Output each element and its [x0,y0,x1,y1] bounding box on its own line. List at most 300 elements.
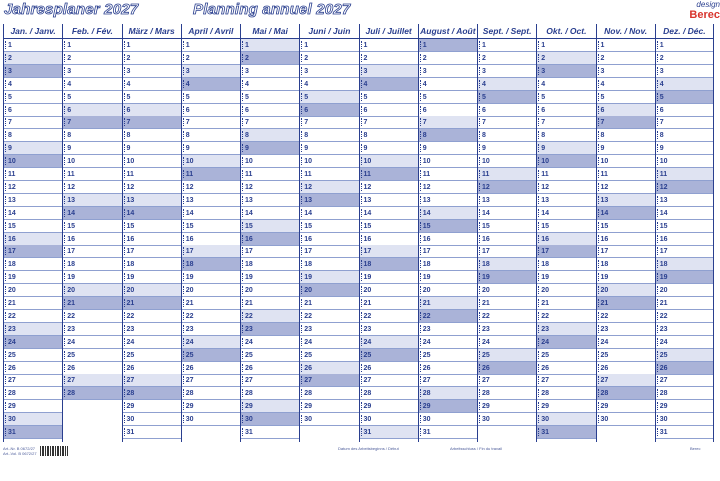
day-cell[interactable] [478,91,536,104]
day-cell[interactable] [360,426,418,439]
day-cell[interactable] [300,310,358,323]
day-cell[interactable] [63,194,121,207]
day-cell[interactable] [656,245,713,258]
day-cell[interactable] [123,155,181,168]
day-cell[interactable] [300,258,358,271]
day-cell[interactable] [182,400,240,413]
day-cell[interactable] [123,233,181,246]
day-cell[interactable] [656,400,713,413]
day-cell[interactable] [419,129,477,142]
day-cell[interactable] [360,297,418,310]
day-cell[interactable] [182,142,240,155]
day-cell[interactable] [300,362,358,375]
day-cell[interactable] [656,349,713,362]
day-cell[interactable] [597,310,655,323]
day-cell[interactable] [4,374,62,387]
day-cell[interactable] [419,271,477,284]
day-cell[interactable] [63,245,121,258]
day-cell[interactable] [300,129,358,142]
day-cell[interactable] [182,129,240,142]
day-cell[interactable] [300,142,358,155]
day-cell[interactable] [419,207,477,220]
day-cell[interactable] [537,336,595,349]
day-cell[interactable] [182,323,240,336]
day-cell[interactable] [123,336,181,349]
day-cell[interactable] [478,181,536,194]
day-cell[interactable] [360,413,418,426]
day-cell[interactable] [182,374,240,387]
day-cell[interactable] [182,362,240,375]
day-cell[interactable] [478,413,536,426]
day-cell[interactable] [597,78,655,91]
day-cell[interactable] [597,168,655,181]
day-cell[interactable] [300,194,358,207]
day-cell[interactable] [123,78,181,91]
day-cell[interactable] [478,78,536,91]
day-cell[interactable] [300,336,358,349]
day-cell[interactable] [537,387,595,400]
day-cell[interactable] [537,91,595,104]
day-cell[interactable] [656,116,713,129]
day-cell[interactable] [537,400,595,413]
day-cell[interactable] [4,168,62,181]
day-cell[interactable] [537,220,595,233]
day-cell[interactable] [537,168,595,181]
day-cell[interactable] [360,104,418,117]
day-cell[interactable] [300,284,358,297]
day-cell[interactable] [656,284,713,297]
day-cell[interactable] [419,233,477,246]
day-cell[interactable] [241,220,299,233]
day-cell[interactable] [419,155,477,168]
day-cell[interactable] [597,297,655,310]
day-cell[interactable] [597,116,655,129]
day-cell[interactable] [241,426,299,439]
day-cell[interactable] [63,271,121,284]
day-cell[interactable] [537,245,595,258]
day-cell[interactable] [656,426,713,439]
day-cell[interactable] [63,78,121,91]
day-cell[interactable] [182,310,240,323]
day-cell[interactable] [63,155,121,168]
day-cell[interactable] [656,181,713,194]
day-cell[interactable] [4,258,62,271]
day-cell[interactable] [300,91,358,104]
day-cell[interactable] [360,245,418,258]
day-cell[interactable] [360,323,418,336]
day-cell[interactable] [123,39,181,52]
day-cell[interactable] [419,142,477,155]
day-cell[interactable] [241,362,299,375]
day-cell[interactable] [4,65,62,78]
day-cell[interactable] [419,168,477,181]
day-cell[interactable] [300,413,358,426]
day-cell[interactable] [123,207,181,220]
day-cell[interactable] [241,233,299,246]
day-cell[interactable] [656,297,713,310]
day-cell[interactable] [182,297,240,310]
day-cell[interactable] [419,387,477,400]
day-cell[interactable] [597,155,655,168]
day-cell[interactable] [656,142,713,155]
day-cell[interactable] [4,233,62,246]
day-cell[interactable] [478,65,536,78]
day-cell[interactable] [478,168,536,181]
day-cell[interactable] [300,220,358,233]
day-cell[interactable] [182,271,240,284]
day-cell[interactable] [4,400,62,413]
day-cell[interactable] [123,258,181,271]
day-cell[interactable] [300,349,358,362]
day-cell[interactable] [63,323,121,336]
day-cell[interactable] [4,181,62,194]
day-cell[interactable] [478,104,536,117]
day-cell[interactable] [360,310,418,323]
day-cell[interactable] [4,220,62,233]
day-cell[interactable] [182,168,240,181]
day-cell[interactable] [123,181,181,194]
day-cell[interactable] [63,220,121,233]
day-cell[interactable] [597,271,655,284]
day-cell[interactable] [597,39,655,52]
day-cell[interactable] [597,220,655,233]
day-cell[interactable] [4,323,62,336]
day-cell[interactable] [537,362,595,375]
day-cell[interactable] [241,413,299,426]
day-cell[interactable] [182,91,240,104]
day-cell[interactable] [123,362,181,375]
day-cell[interactable] [537,258,595,271]
day-cell[interactable] [537,426,595,439]
day-cell[interactable] [182,245,240,258]
day-cell[interactable] [537,116,595,129]
day-cell[interactable] [63,142,121,155]
day-cell[interactable] [360,336,418,349]
day-cell[interactable] [182,78,240,91]
day-cell[interactable] [656,323,713,336]
day-cell[interactable] [4,207,62,220]
day-cell[interactable] [537,349,595,362]
day-cell[interactable] [300,387,358,400]
day-cell[interactable] [123,104,181,117]
day-cell[interactable] [478,400,536,413]
day-cell[interactable] [4,245,62,258]
day-cell[interactable] [4,284,62,297]
day-cell[interactable] [597,181,655,194]
day-cell[interactable] [300,374,358,387]
day-cell[interactable] [241,104,299,117]
day-cell[interactable] [537,129,595,142]
day-cell[interactable] [4,91,62,104]
day-cell[interactable] [360,400,418,413]
day-cell[interactable] [597,245,655,258]
day-cell[interactable] [241,91,299,104]
day-cell[interactable] [419,104,477,117]
day-cell[interactable] [478,387,536,400]
day-cell[interactable] [63,65,121,78]
day-cell[interactable] [360,220,418,233]
day-cell[interactable] [182,116,240,129]
day-cell[interactable] [63,52,121,65]
day-cell[interactable] [656,271,713,284]
day-cell[interactable] [478,297,536,310]
day-cell[interactable] [360,271,418,284]
day-cell[interactable] [182,349,240,362]
day-cell[interactable] [300,168,358,181]
day-cell[interactable] [656,104,713,117]
day-cell[interactable] [123,297,181,310]
day-cell[interactable] [419,220,477,233]
day-cell[interactable] [4,387,62,400]
day-cell[interactable] [419,374,477,387]
day-cell[interactable] [597,104,655,117]
day-cell[interactable] [537,284,595,297]
day-cell[interactable] [182,194,240,207]
day-cell[interactable] [241,284,299,297]
day-cell[interactable] [241,336,299,349]
day-cell[interactable] [478,258,536,271]
day-cell[interactable] [419,91,477,104]
day-cell[interactable] [656,91,713,104]
day-cell[interactable] [478,39,536,52]
day-cell[interactable] [419,426,477,439]
day-cell[interactable] [241,129,299,142]
day-cell[interactable] [360,284,418,297]
day-cell[interactable] [182,387,240,400]
day-cell[interactable] [537,52,595,65]
day-cell[interactable] [656,220,713,233]
day-cell[interactable] [241,271,299,284]
day-cell[interactable] [656,155,713,168]
day-cell[interactable] [63,258,121,271]
day-cell[interactable] [419,349,477,362]
day-cell[interactable] [182,220,240,233]
day-cell[interactable] [182,181,240,194]
day-cell[interactable] [63,104,121,117]
day-cell[interactable] [656,233,713,246]
day-cell[interactable] [478,194,536,207]
day-cell[interactable] [300,233,358,246]
day-cell[interactable] [63,116,121,129]
day-cell[interactable] [241,323,299,336]
day-cell[interactable] [360,194,418,207]
day-cell[interactable] [63,168,121,181]
day-cell[interactable] [360,155,418,168]
day-cell[interactable] [537,374,595,387]
day-cell[interactable] [123,220,181,233]
day-cell[interactable] [597,336,655,349]
day-cell[interactable] [63,297,121,310]
day-cell[interactable] [300,271,358,284]
day-cell[interactable] [597,374,655,387]
day-cell[interactable] [419,362,477,375]
day-cell[interactable] [123,387,181,400]
day-cell[interactable] [419,181,477,194]
day-cell[interactable] [419,297,477,310]
day-cell[interactable] [182,104,240,117]
day-cell[interactable] [360,258,418,271]
day-cell[interactable] [63,91,121,104]
day-cell[interactable] [63,129,121,142]
day-cell[interactable] [4,194,62,207]
day-cell[interactable] [123,413,181,426]
day-cell[interactable] [537,271,595,284]
day-cell[interactable] [123,142,181,155]
day-cell[interactable] [537,39,595,52]
day-cell[interactable] [656,129,713,142]
day-cell[interactable] [182,52,240,65]
day-cell[interactable] [123,91,181,104]
day-cell[interactable] [478,245,536,258]
day-cell[interactable] [63,207,121,220]
day-cell[interactable] [300,207,358,220]
day-cell[interactable] [537,310,595,323]
day-cell[interactable] [656,78,713,91]
day-cell[interactable] [478,129,536,142]
day-cell[interactable] [478,116,536,129]
day-cell[interactable] [537,297,595,310]
day-cell[interactable] [241,245,299,258]
day-cell[interactable] [597,362,655,375]
day-cell[interactable] [419,336,477,349]
day-cell[interactable] [656,362,713,375]
day-cell[interactable] [4,426,62,439]
day-cell[interactable] [360,207,418,220]
day-cell[interactable] [478,284,536,297]
day-cell[interactable] [4,336,62,349]
day-cell[interactable] [537,78,595,91]
day-cell[interactable] [63,233,121,246]
day-cell[interactable] [4,78,62,91]
day-cell[interactable] [360,233,418,246]
day-cell[interactable] [123,129,181,142]
day-cell[interactable] [419,245,477,258]
day-cell[interactable] [4,413,62,426]
day-cell[interactable] [478,207,536,220]
day-cell[interactable] [656,374,713,387]
day-cell[interactable] [478,155,536,168]
day-cell[interactable] [597,52,655,65]
day-cell[interactable] [360,78,418,91]
day-cell[interactable] [597,387,655,400]
day-cell[interactable] [537,323,595,336]
day-cell[interactable] [300,104,358,117]
day-cell[interactable] [182,233,240,246]
day-cell[interactable] [478,336,536,349]
day-cell[interactable] [597,65,655,78]
day-cell[interactable] [4,271,62,284]
day-cell[interactable] [63,362,121,375]
day-cell[interactable] [241,400,299,413]
day-cell[interactable] [123,349,181,362]
day-cell[interactable] [4,349,62,362]
day-cell[interactable] [241,168,299,181]
day-cell[interactable] [241,310,299,323]
day-cell[interactable] [597,400,655,413]
day-cell[interactable] [63,39,121,52]
day-cell[interactable] [241,297,299,310]
day-cell[interactable] [123,310,181,323]
day-cell[interactable] [300,323,358,336]
day-cell[interactable] [419,310,477,323]
day-cell[interactable] [419,194,477,207]
day-cell[interactable] [241,258,299,271]
day-cell[interactable] [597,323,655,336]
day-cell[interactable] [300,78,358,91]
day-cell[interactable] [4,39,62,52]
day-cell[interactable] [597,142,655,155]
day-cell[interactable] [656,39,713,52]
day-cell[interactable] [360,349,418,362]
day-cell[interactable] [537,142,595,155]
day-cell[interactable] [656,413,713,426]
day-cell[interactable] [63,181,121,194]
day-cell[interactable] [241,142,299,155]
day-cell[interactable] [182,65,240,78]
day-cell[interactable] [537,233,595,246]
day-cell[interactable] [419,258,477,271]
day-cell[interactable] [537,207,595,220]
day-cell[interactable] [182,284,240,297]
day-cell[interactable] [597,258,655,271]
day-cell[interactable] [182,207,240,220]
day-cell[interactable] [419,400,477,413]
day-cell[interactable] [419,78,477,91]
day-cell[interactable] [300,181,358,194]
day-cell[interactable] [300,245,358,258]
day-cell[interactable] [597,129,655,142]
day-cell[interactable] [241,374,299,387]
day-cell[interactable] [4,155,62,168]
day-cell[interactable] [300,400,358,413]
day-cell[interactable] [360,39,418,52]
day-cell[interactable] [4,297,62,310]
day-cell[interactable] [478,349,536,362]
day-cell[interactable] [360,374,418,387]
day-cell[interactable] [241,181,299,194]
day-cell[interactable] [123,374,181,387]
day-cell[interactable] [478,271,536,284]
day-cell[interactable] [419,323,477,336]
day-cell[interactable] [182,258,240,271]
day-cell[interactable] [656,168,713,181]
day-cell[interactable] [300,116,358,129]
day-cell[interactable] [182,413,240,426]
day-cell[interactable] [360,129,418,142]
day-cell[interactable] [241,52,299,65]
day-cell[interactable] [300,297,358,310]
day-cell[interactable] [656,65,713,78]
day-cell[interactable] [537,155,595,168]
day-cell[interactable] [123,426,181,439]
day-cell[interactable] [241,207,299,220]
day-cell[interactable] [241,78,299,91]
day-cell[interactable] [597,233,655,246]
day-cell[interactable] [123,168,181,181]
day-cell[interactable] [4,142,62,155]
day-cell[interactable] [478,310,536,323]
day-cell[interactable] [656,310,713,323]
day-cell[interactable] [360,91,418,104]
day-cell[interactable] [123,323,181,336]
day-cell[interactable] [123,245,181,258]
day-cell[interactable] [360,168,418,181]
day-cell[interactable] [123,400,181,413]
day-cell[interactable] [597,349,655,362]
day-cell[interactable] [478,142,536,155]
day-cell[interactable] [182,336,240,349]
day-cell[interactable] [597,207,655,220]
